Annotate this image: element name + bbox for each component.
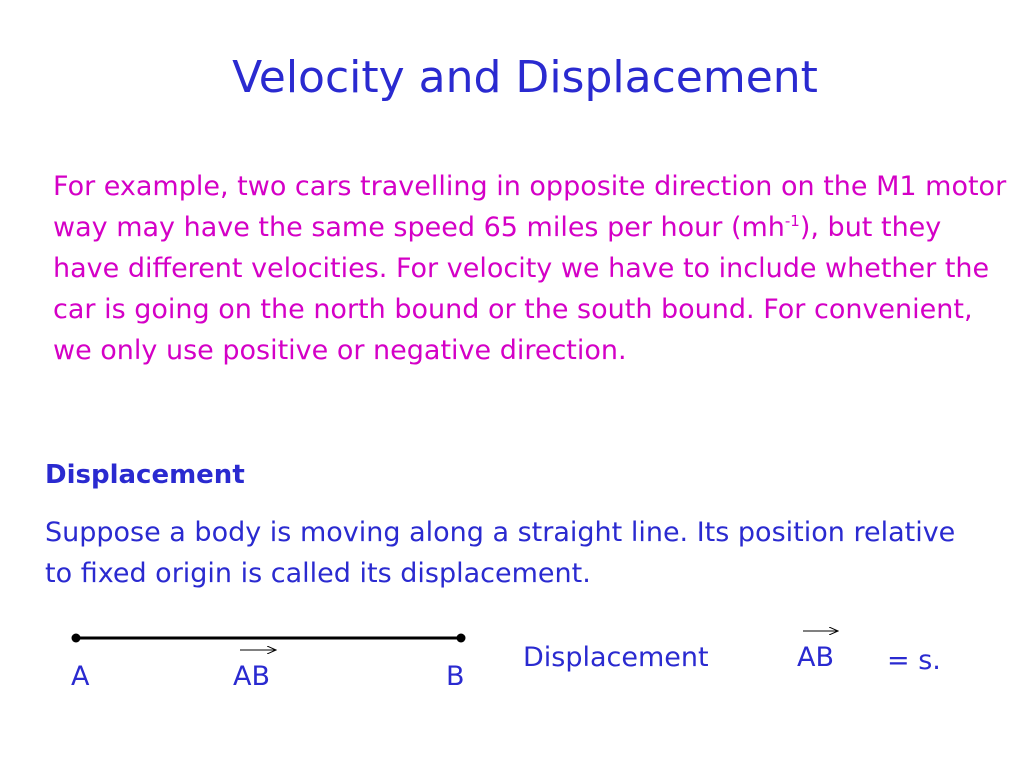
paragraph-superscript: -1 [784, 212, 800, 230]
point-a-label: A [71, 661, 90, 692]
example-paragraph [53, 166, 1013, 371]
displacement-description: Suppose a body is moving along a straight line. Its position relative to fixed origin is called its displacement. [45, 517, 956, 589]
point-a-dot [72, 634, 81, 643]
formula-label: Displacement [523, 642, 709, 673]
paragraph-text-start: For example, two cars travelling in opposite direction on the M1 motor way may have the same speed 65 miles per hour (mh [53, 171, 1007, 243]
slide-title: Velocity and Displacement [232, 52, 818, 103]
point-b-label: B [446, 661, 465, 692]
vector-ab-label: AB [233, 661, 270, 692]
formula-vector: AB [797, 642, 834, 673]
formula-result: = s. [887, 645, 941, 676]
paragraph-text-end: ), but they have different velocities. For velocity we have to include whether the car is going on the north bound or the south bound. For convenient, we only use positive or negative direction. [53, 212, 990, 366]
displacement-heading: Displacement [45, 460, 245, 490]
point-b-dot [457, 634, 466, 643]
